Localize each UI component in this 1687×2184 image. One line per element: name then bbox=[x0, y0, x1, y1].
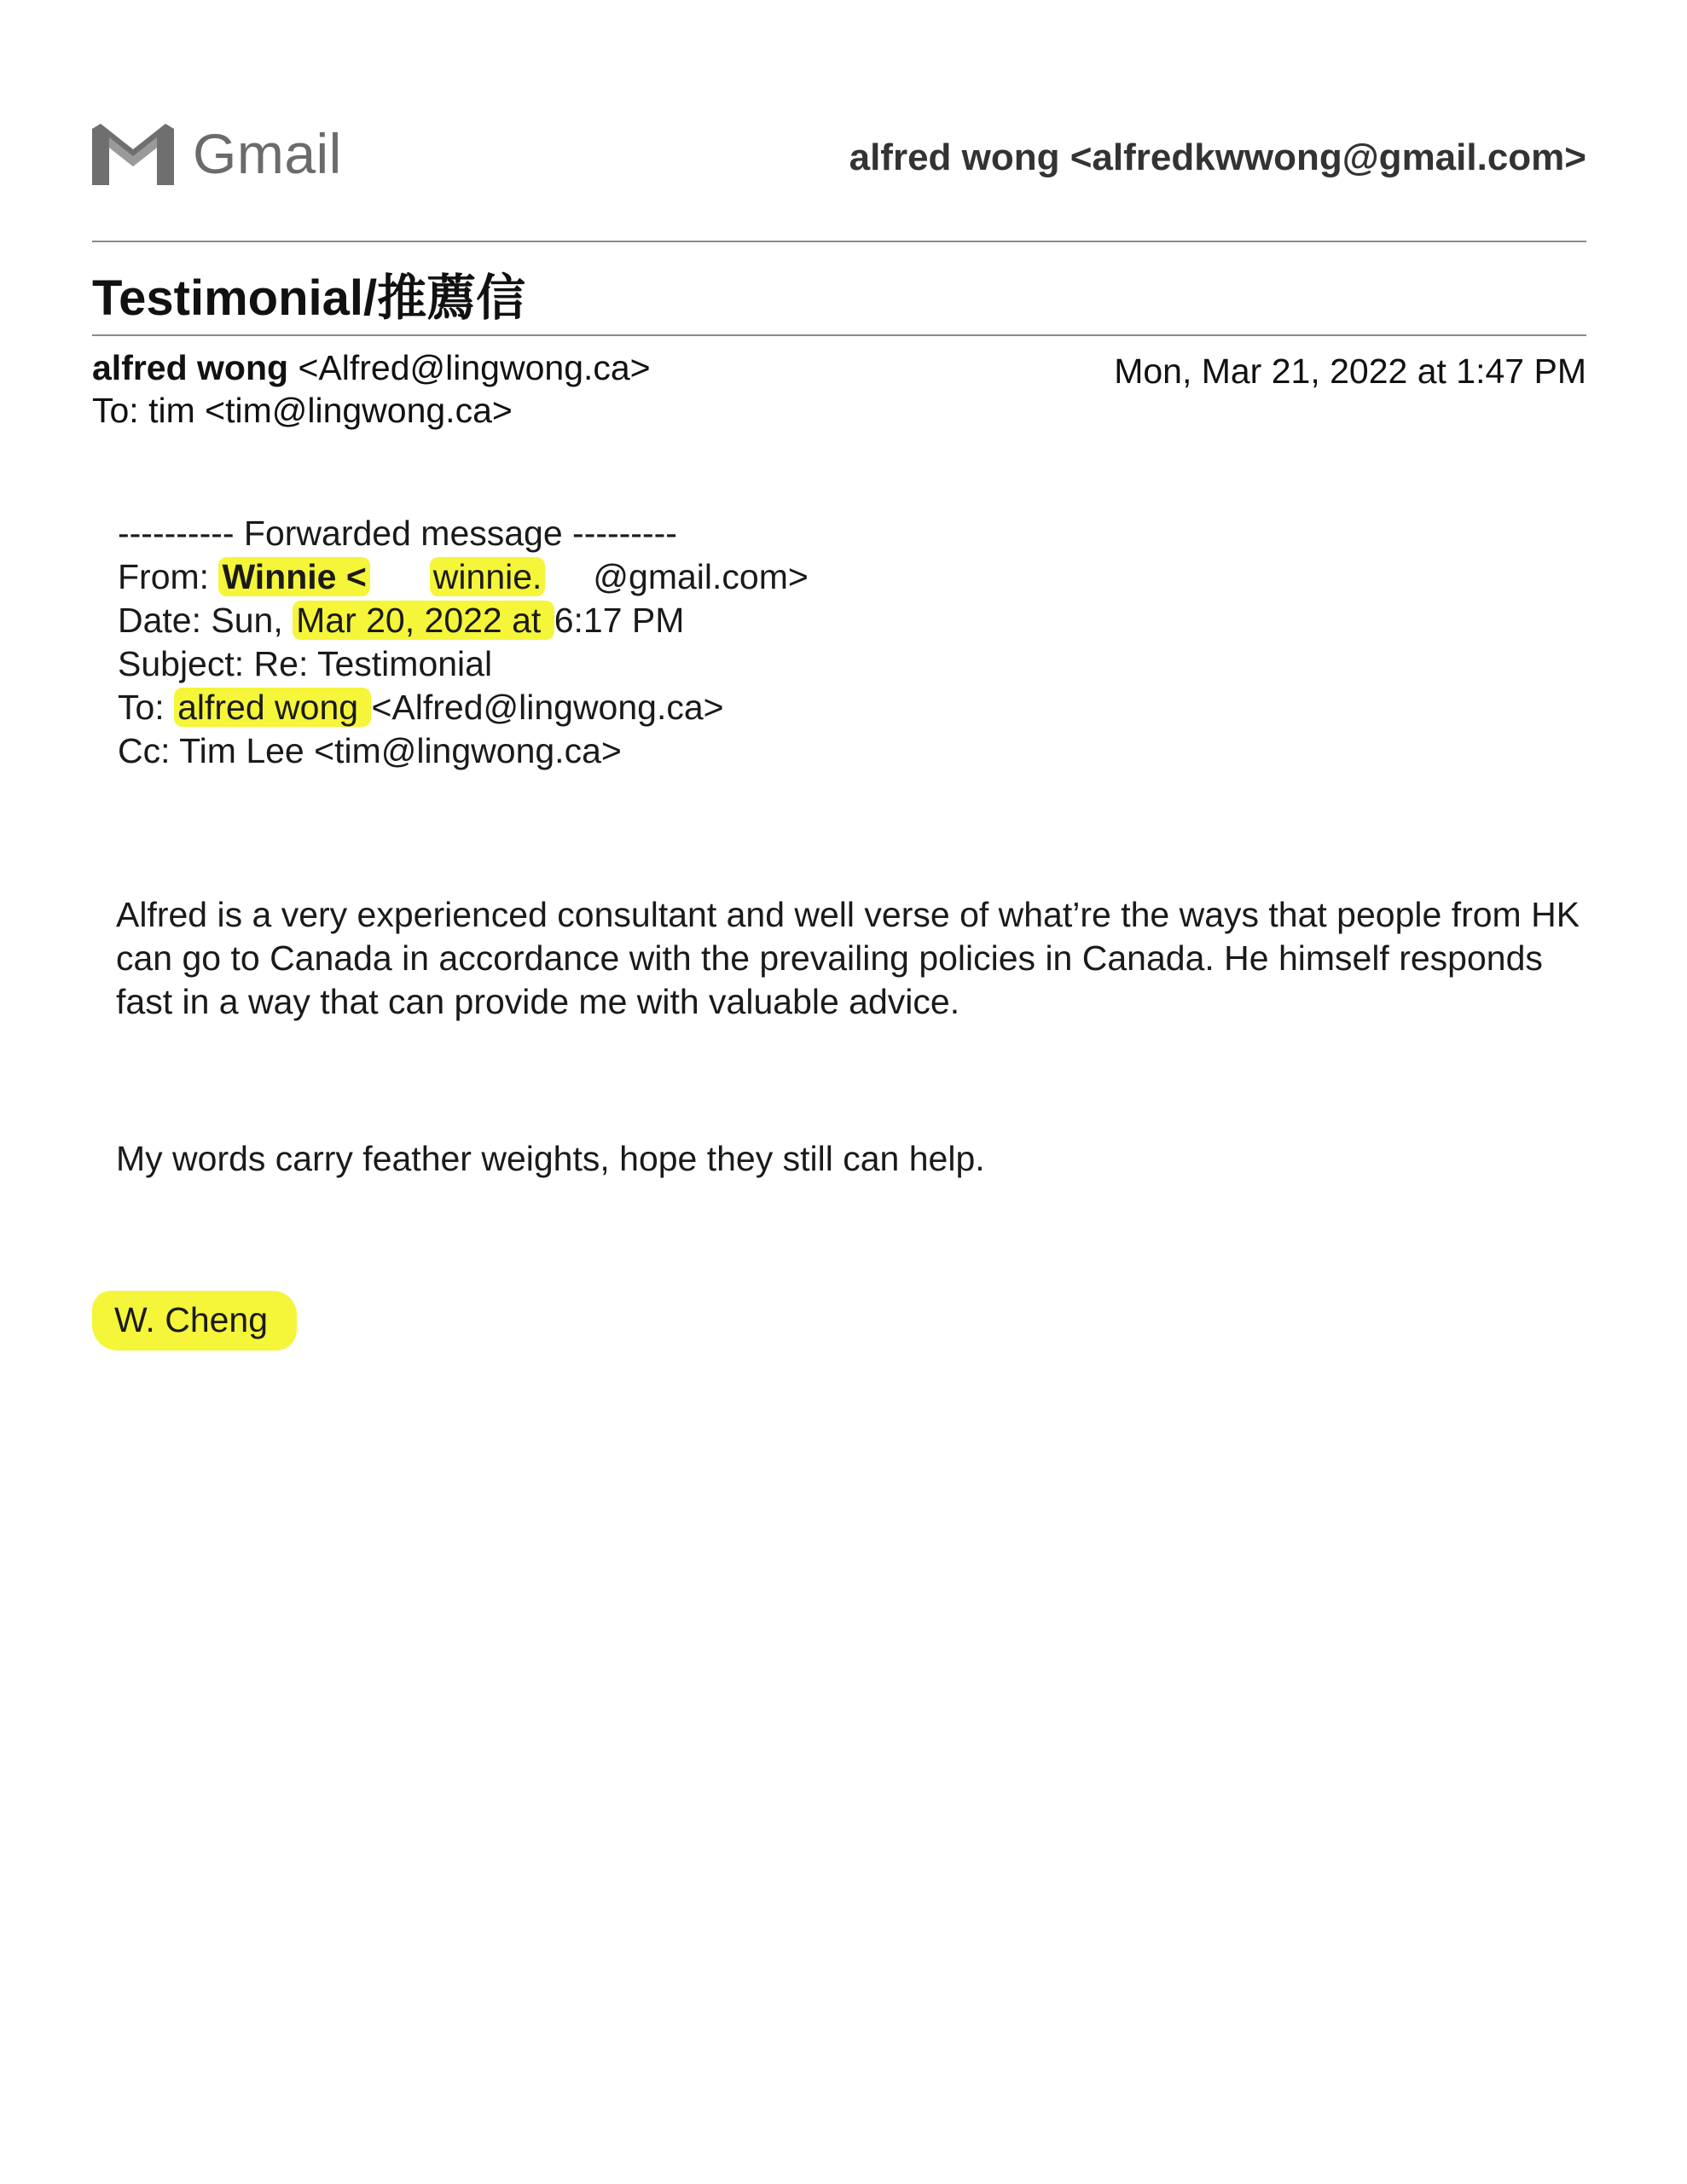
forwarded-from-email-part2: @gmail.com> bbox=[593, 557, 809, 596]
signature: W. Cheng bbox=[92, 1291, 297, 1350]
forwarded-to-name: alfred wong bbox=[174, 688, 371, 727]
forwarded-from-label: From: bbox=[118, 557, 219, 596]
forwarded-date-rest: 6:17 PM bbox=[554, 601, 685, 640]
closing-paragraph: My words carry feather weights, hope they still can help. bbox=[116, 1139, 985, 1178]
forwarded-subject: Subject: Re: Testimonial bbox=[118, 644, 493, 683]
email-date: Mon, Mar 21, 2022 at 1:47 PM bbox=[1114, 351, 1586, 391]
email-subject: Testimonial/推薦信 bbox=[92, 270, 526, 326]
testimonial-paragraph: Alfred is a very experienced consultant and well verse of what’re the ways that people from HK can go to Canada in accordance with the prevailing policies in Canada. He himself responds fast in a way that can provide me with valuable advice. bbox=[116, 895, 1580, 1021]
forwarded-heading: ---------- Forwarded message --------- bbox=[118, 514, 677, 553]
forwarded-date-highlight: Mar 20, 2022 at bbox=[293, 601, 554, 640]
forwarded-from bbox=[118, 555, 809, 599]
forwarded-to-email: <Alfred@lingwong.ca> bbox=[371, 688, 724, 727]
forwarded-cc: Cc: Tim Lee <tim@lingwong.ca> bbox=[118, 731, 622, 770]
forwarded-date-label: Date: Sun, bbox=[118, 601, 293, 640]
gmail-m-icon bbox=[92, 122, 174, 185]
forwarded-to-label: To: bbox=[118, 688, 175, 727]
recipient-line: To: tim <tim@lingwong.ca> bbox=[92, 391, 513, 430]
gmail-wordmark: Gmail bbox=[193, 122, 342, 185]
header-divider bbox=[92, 241, 1586, 242]
forwarded-from-email-part1: winnie. bbox=[430, 557, 546, 596]
gmail-logo bbox=[92, 119, 342, 188]
sender-name: alfred wong bbox=[92, 348, 289, 387]
forwarded-from-name: Winnie < bbox=[218, 557, 369, 596]
sender-email: <Alfred@lingwong.ca> bbox=[298, 348, 651, 387]
forwarded-to bbox=[118, 686, 809, 729]
account-identity: alfred wong <alfredkwwong@gmail.com> bbox=[849, 136, 1586, 178]
forwarded-message-block bbox=[118, 512, 809, 773]
subject-divider bbox=[92, 334, 1586, 336]
sender-line bbox=[92, 348, 651, 388]
forwarded-date bbox=[118, 599, 809, 642]
